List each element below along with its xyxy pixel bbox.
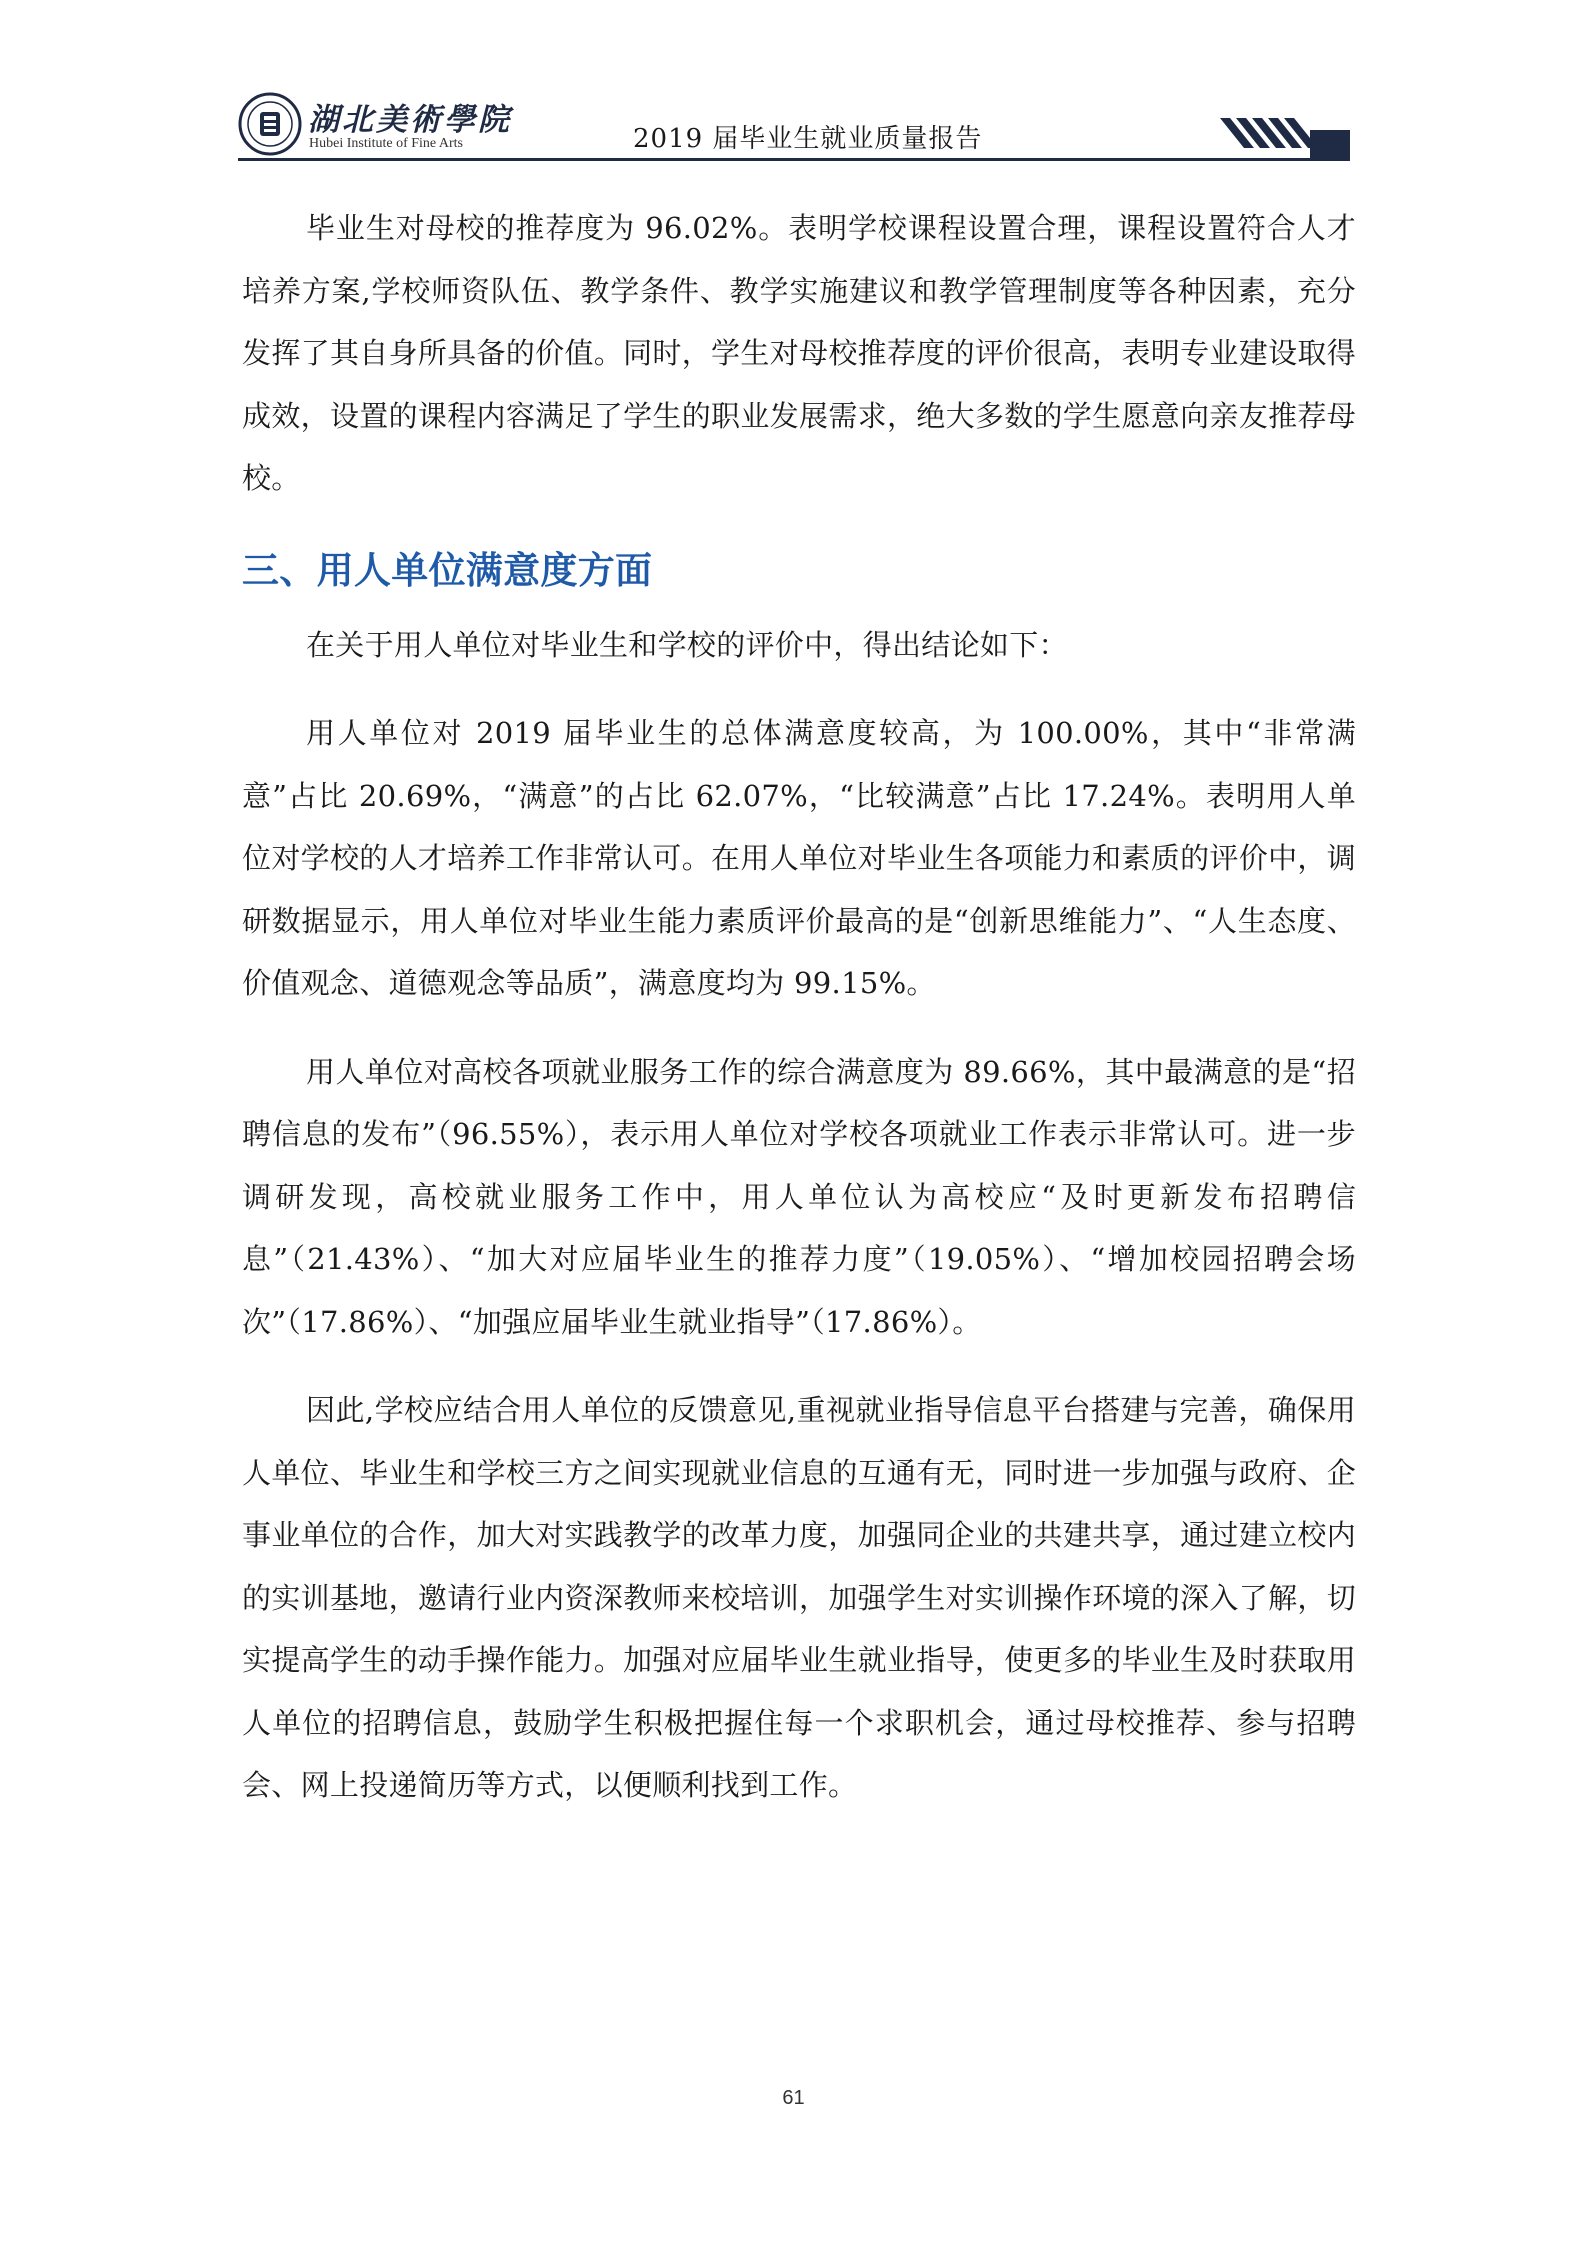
paragraph-recommendation: 毕业生对母校的推荐度为 96.02%。表明学校课程设置合理，课程设置符合人才培养方案,学校师资队伍、教学条件、教学实施建议和教学管理制度等各种因素，充分发挥了其自身所具备的价值。同时，学生对母校推荐度的评价很高，表明专业建设取得成效，设置的课程内容满足了学生的职业发展需求，绝大多数的学生愿意向亲友推荐母校。: [242, 211, 1356, 495]
page-header: [238, 92, 1350, 158]
report-title: 2019 届毕业生就业质量报告: [633, 124, 983, 154]
school-name-en: Hubei Institute of Fine Arts: [309, 136, 463, 151]
page-number: 61: [782, 2087, 805, 2109]
paragraph-intro: 在关于用人单位对毕业生和学校的评价中，得出结论如下：: [306, 627, 1068, 662]
paragraph-conclusion: 因此,学校应结合用人单位的反馈意见,重视就业指导信息平台搭建与完善，确保用人单位、毕业生和学校三方之间实现就业信息的互通有无，同时进一步加强与政府、企事业单位的合作，加大对实践教学的改革力度，加强同企业的共建共享，通过建立校内的实训基地，邀请行业内资深教师来校培训，加强学生对实训操作环境的深入了解，切实提高学生的动手操作能力。加强对应届毕业生就业指导，使更多的毕业生及时获取用人单位的招聘信息，鼓励学生积极把握住每一个求职机会，通过母校推荐、参与招聘会、网上投递简历等方式，以便顺利找到工作。: [242, 1393, 1356, 1802]
paragraph-employment-services: 用人单位对高校各项就业服务工作的综合满意度为 89.66%，其中最满意的是“招聘信息的发布”（96.55%），表示用人单位对学校各项就业工作表示非常认可。进一步调研发现，高校就业服务工作中，用人单位认为高校应“及时更新发布招聘信息”（21.43%）、“加大对应届毕业生的推荐力度”（19.05%）、“增加校园招聘会场次”（17.86%）、“加强应届毕业生就业指导”（17.86%）。: [242, 1054, 1356, 1339]
header-stripes-decoration: [1220, 118, 1350, 158]
school-name-cn: 湖北美術學院: [308, 102, 512, 138]
school-logo-icon: [238, 92, 302, 156]
section-heading: 三、用人单位满意度方面: [242, 548, 653, 592]
paragraph-employer-satisfaction: 用人单位对 2019 届毕业生的总体满意度较高，为 100.00%，其中“非常满意”占比 20.69%，“满意”的占比 62.07%，“比较满意”占比 17.24%。表明用人单位对学校的人才培养工作非常认可。在用人单位对毕业生各项能力和素质的评价中，调研数据显示，用人单位对毕业生能力素质评价最高的是“创新思维能力”、“人生态度、价值观念、道德观念等品质”，满意度均为 99.15%。: [242, 716, 1356, 1000]
page-content: [242, 197, 1356, 1817]
header-rule: [238, 158, 1350, 161]
